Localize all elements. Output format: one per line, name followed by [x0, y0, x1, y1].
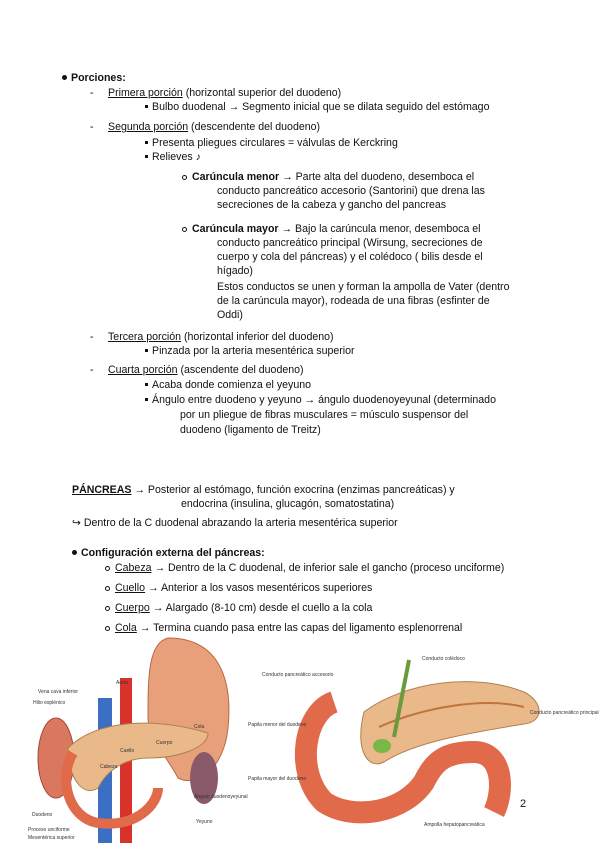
label-duodeno: Duodeno — [32, 812, 53, 818]
primera-item: Bulbo duodenal → Segmento inicial que se dilata seguido del estómago — [145, 101, 489, 114]
config-item-cabeza: Cabeza → Dentro de la C duodenal, de inferior sale el gancho (proceso unciforme) — [105, 562, 504, 575]
tercera-item: Pinzada por la arteria mesentérica superior — [145, 345, 355, 358]
primera-heading: - Primera porción (horizontal superior del duodeno) — [90, 87, 342, 99]
caruncula-mayor-line: hígado) — [217, 265, 253, 277]
stomach-shape — [148, 638, 229, 781]
label-papila-menor: Papila menor del duodeno — [248, 722, 307, 728]
label-vena-cava: Vena cava inferior — [38, 689, 79, 695]
cuarta-item: Ángulo entre duodeno y yeyuno → ángulo duodenoyeyunal (determinado — [145, 394, 496, 407]
caruncula-mayor-line: cuerpo y cola del páncreas) y el colédoco ( bilis desde el — [217, 251, 483, 263]
caruncula-mayor: Carúncula mayor → Bajo la carúncula menor, desemboca el — [182, 223, 481, 236]
label-yeyuno: Yeyuno — [196, 819, 213, 825]
caruncula-mayor-line: Estos conductos se unen y forman la ampolla de Vater (dentro — [217, 281, 510, 293]
pancreas-ducts-figure — [244, 652, 599, 830]
cuarta-heading: - Cuarta porción (ascendente del duodeno) — [90, 364, 304, 376]
cuarta-item-line: duodeno (ligamento de Treitz) — [180, 424, 321, 436]
pancreas-heading: PÁNCREAS → Posterior al estómago, función exocrina (enzimas pancreáticas) y — [72, 484, 455, 496]
caruncula-mayor-line: de la carúncula mayor), rodeada de una fibras (esfinter de — [217, 295, 490, 307]
label-aorta: Aorta — [116, 680, 128, 686]
label-cola: Cola — [194, 724, 205, 730]
label-cabeza: Cabeza — [100, 764, 118, 770]
label-coledoco: Conducto colédoco — [422, 656, 465, 662]
label-principal: Conducto pancreático principal — [530, 710, 599, 716]
ampolla-shape — [373, 739, 391, 753]
label-accesorio: Conducto pancreático accesorio — [262, 672, 334, 678]
label-mesenterica: Mesentérica superior — [28, 835, 75, 841]
label-angulo: Ángulo duodenoyeyunal — [194, 794, 248, 800]
cuarta-item: Acaba donde comienza el yeyuno — [145, 379, 311, 392]
cuarta-item-line: por un pliegue de fibras musculares = músculo suspensor del — [180, 409, 469, 421]
config-item-cola: Cola → Termina cuando pasa entre las capas del ligamento esplenorrenal — [105, 622, 462, 635]
label-cuello: Cuello — [120, 748, 135, 754]
porciones-title: Porciones: — [62, 72, 126, 85]
configuracion-title: Configuración externa del páncreas: — [72, 547, 265, 560]
caruncula-menor-line: secreciones de la cabeza y gancho del pancreas — [217, 199, 447, 211]
bullet-icon — [62, 75, 67, 80]
label-ampolla: Ampolla hepatopancreática — [424, 822, 485, 828]
config-item-cuello: Cuello → Anterior a los vasos mesentéricos superiores — [105, 582, 372, 595]
segunda-item: Relieves ♪ — [145, 151, 201, 164]
pancreas-location: ↪ Dentro de la C duodenal abrazando la arteria mesentérica superior — [72, 517, 398, 529]
pancreas-anatomy-figure — [28, 638, 248, 843]
pancreas-line: endocrina (insulina, glucagón, somatostatina) — [181, 498, 395, 510]
label-unciforme: Proceso unciforme — [28, 827, 70, 833]
tercera-heading: - Tercera porción (horizontal inferior del duodeno) — [90, 331, 334, 343]
segunda-heading: - Segunda porción (descendente del duodeno) — [90, 121, 321, 133]
caruncula-menor: Carúncula menor → Parte alta del duodeno, desemboca el — [182, 171, 474, 184]
caruncula-mayor-line: Oddi) — [217, 309, 243, 321]
label-hilio: Hilio esplénico — [33, 700, 66, 706]
label-papila-mayor: Papila mayor del duodeno — [248, 776, 307, 782]
config-item-cuerpo: Cuerpo → Alargado (8-10 cm) desde el cuello a la cola — [105, 602, 372, 615]
caruncula-mayor-line: conducto pancreático principal (Wirsung, secreciones de — [217, 237, 483, 249]
bullet-icon — [72, 550, 77, 555]
page-number: 2 — [520, 798, 527, 810]
caruncula-menor-line: conducto pancreático accesorio (Santorini) que drena las — [217, 185, 485, 197]
label-cuerpo: Cuerpo — [156, 740, 173, 746]
segunda-item: Presenta pliegues circulares = válvulas de Kerckring — [145, 137, 398, 150]
